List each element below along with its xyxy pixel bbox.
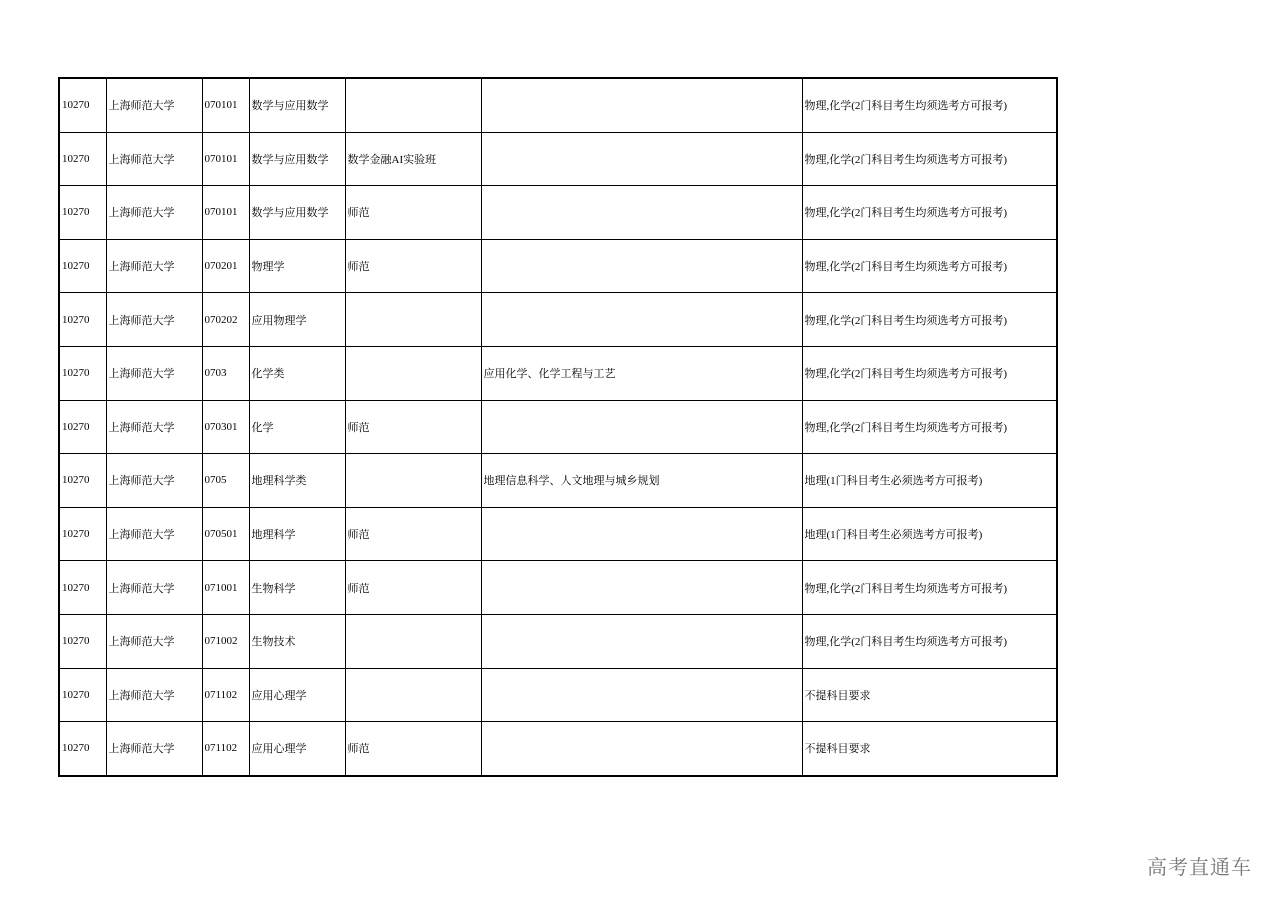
major-code-cell: 070101 (202, 132, 249, 186)
major-name-cell: 数学与应用数学 (249, 132, 345, 186)
table-row (59, 614, 1057, 668)
school-name-cell: 上海师范大学 (106, 722, 202, 776)
school-code-cell: 10270 (59, 454, 106, 508)
school-name-cell: 上海师范大学 (106, 239, 202, 293)
major-code-cell: 070101 (202, 186, 249, 240)
table-row (59, 239, 1057, 293)
school-name-cell: 上海师范大学 (106, 78, 202, 132)
school-name-cell: 上海师范大学 (106, 186, 202, 240)
included-majors-cell (481, 507, 802, 561)
major-code-cell: 0705 (202, 454, 249, 508)
school-code-cell: 10270 (59, 239, 106, 293)
table-row (59, 668, 1057, 722)
school-name-cell: 上海师范大学 (106, 614, 202, 668)
included-majors-cell (481, 293, 802, 347)
major-code-cell: 071002 (202, 614, 249, 668)
subject-requirement-cell: 物理,化学(2门科目考生均须选考方可报考) (802, 561, 1057, 615)
major-note-cell (345, 293, 481, 347)
subject-requirement-cell: 物理,化学(2门科目考生均须选考方可报考) (802, 346, 1057, 400)
major-note-cell: 师范 (345, 507, 481, 561)
table-row (59, 186, 1057, 240)
school-name-cell: 上海师范大学 (106, 561, 202, 615)
school-name-cell: 上海师范大学 (106, 507, 202, 561)
table-row (59, 346, 1057, 400)
major-name-cell: 应用物理学 (249, 293, 345, 347)
school-name-cell: 上海师范大学 (106, 293, 202, 347)
major-note-cell: 师范 (345, 400, 481, 454)
major-code-cell: 070301 (202, 400, 249, 454)
subject-requirement-cell: 物理,化学(2门科目考生均须选考方可报考) (802, 78, 1057, 132)
school-code-cell: 10270 (59, 668, 106, 722)
table-row (59, 400, 1057, 454)
school-code-cell: 10270 (59, 78, 106, 132)
major-note-cell: 师范 (345, 561, 481, 615)
school-name-cell: 上海师范大学 (106, 668, 202, 722)
major-name-cell: 物理学 (249, 239, 345, 293)
included-majors-cell (481, 239, 802, 293)
table-row (59, 561, 1057, 615)
watermark-text: 高考直通车 (1147, 855, 1252, 879)
major-note-cell: 师范 (345, 239, 481, 293)
table-row (59, 507, 1057, 561)
major-code-cell: 071001 (202, 561, 249, 615)
included-majors-cell (481, 722, 802, 776)
major-note-cell (345, 668, 481, 722)
major-name-cell: 地理科学类 (249, 454, 345, 508)
major-note-cell: 师范 (345, 722, 481, 776)
school-name-cell: 上海师范大学 (106, 454, 202, 508)
major-name-cell: 生物科学 (249, 561, 345, 615)
included-majors-cell (481, 400, 802, 454)
subject-requirement-cell: 不提科目要求 (802, 722, 1057, 776)
included-majors-cell: 应用化学、化学工程与工艺 (481, 346, 802, 400)
school-code-cell: 10270 (59, 507, 106, 561)
subject-requirement-cell: 物理,化学(2门科目考生均须选考方可报考) (802, 132, 1057, 186)
school-code-cell: 10270 (59, 293, 106, 347)
major-name-cell: 生物技术 (249, 614, 345, 668)
included-majors-cell (481, 668, 802, 722)
subject-requirement-cell: 物理,化学(2门科目考生均须选考方可报考) (802, 293, 1057, 347)
major-name-cell: 数学与应用数学 (249, 78, 345, 132)
major-name-cell: 地理科学 (249, 507, 345, 561)
major-name-cell: 应用心理学 (249, 668, 345, 722)
school-name-cell: 上海师范大学 (106, 400, 202, 454)
school-name-cell: 上海师范大学 (106, 132, 202, 186)
table-row (59, 454, 1057, 508)
school-code-cell: 10270 (59, 722, 106, 776)
major-code-cell: 070201 (202, 239, 249, 293)
included-majors-cell (481, 186, 802, 240)
major-code-cell: 070202 (202, 293, 249, 347)
major-code-cell: 0703 (202, 346, 249, 400)
major-name-cell: 应用心理学 (249, 722, 345, 776)
subject-requirement-cell: 地理(1门科目考生必须选考方可报考) (802, 507, 1057, 561)
major-code-cell: 071102 (202, 722, 249, 776)
major-note-cell (345, 614, 481, 668)
subject-requirement-cell: 物理,化学(2门科目考生均须选考方可报考) (802, 239, 1057, 293)
major-name-cell: 化学类 (249, 346, 345, 400)
included-majors-cell (481, 614, 802, 668)
subject-requirement-cell: 地理(1门科目考生必须选考方可报考) (802, 454, 1057, 508)
admission-subject-requirements-table (58, 77, 1058, 777)
table-row (59, 722, 1057, 776)
major-note-cell (345, 346, 481, 400)
subject-requirement-cell: 不提科目要求 (802, 668, 1057, 722)
major-code-cell: 070501 (202, 507, 249, 561)
included-majors-cell: 地理信息科学、人文地理与城乡规划 (481, 454, 802, 508)
school-code-cell: 10270 (59, 561, 106, 615)
included-majors-cell (481, 132, 802, 186)
major-code-cell: 071102 (202, 668, 249, 722)
school-code-cell: 10270 (59, 346, 106, 400)
major-note-cell (345, 454, 481, 508)
school-code-cell: 10270 (59, 400, 106, 454)
school-code-cell: 10270 (59, 132, 106, 186)
subject-requirement-cell: 物理,化学(2门科目考生均须选考方可报考) (802, 186, 1057, 240)
table-row (59, 132, 1057, 186)
major-note-cell: 师范 (345, 186, 481, 240)
major-name-cell: 数学与应用数学 (249, 186, 345, 240)
subject-requirement-cell: 物理,化学(2门科目考生均须选考方可报考) (802, 400, 1057, 454)
included-majors-cell (481, 561, 802, 615)
school-name-cell: 上海师范大学 (106, 346, 202, 400)
major-name-cell: 化学 (249, 400, 345, 454)
included-majors-cell (481, 78, 802, 132)
school-code-cell: 10270 (59, 614, 106, 668)
table-body (59, 78, 1057, 776)
subject-requirement-cell: 物理,化学(2门科目考生均须选考方可报考) (802, 614, 1057, 668)
table-row (59, 293, 1057, 347)
major-note-cell (345, 78, 481, 132)
school-code-cell: 10270 (59, 186, 106, 240)
major-note-cell: 数学金融AI实验班 (345, 132, 481, 186)
table-row (59, 78, 1057, 132)
major-code-cell: 070101 (202, 78, 249, 132)
